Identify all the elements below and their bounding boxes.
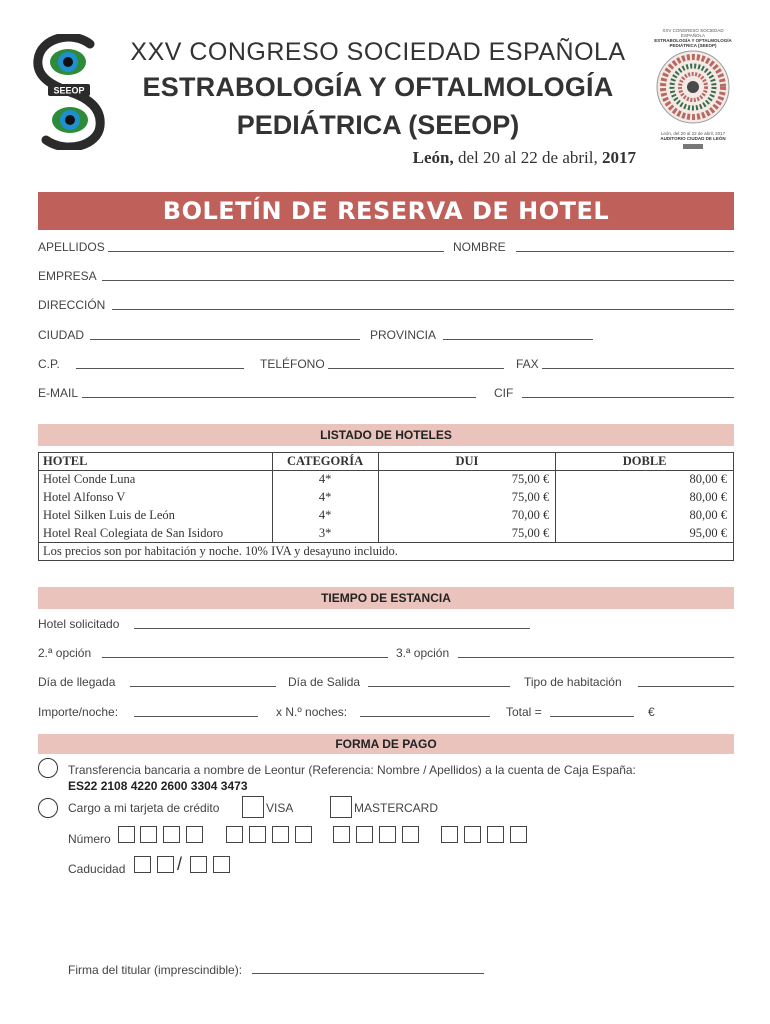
- logo-text: SEEOP: [53, 85, 85, 96]
- expiry-year-box[interactable]: [190, 856, 207, 873]
- congress-title-line3: PEDIÁTRICA (SEEOP): [236, 110, 520, 140]
- hotels-price-note: Los precios son por habitación y noche. 10% IVA y desayuno incluido.: [39, 543, 734, 561]
- hotels-header-row: [39, 453, 734, 471]
- card-digit-box[interactable]: [441, 826, 458, 843]
- email-label: E-MAIL: [38, 386, 79, 400]
- card-digit-box[interactable]: [510, 826, 527, 843]
- firma-label: Firma del titular (imprescindible):: [68, 963, 243, 977]
- hotel-name: Hotel Real Colegiata de San Isidoro: [39, 525, 273, 543]
- tipo-habitacion-label: Tipo de habitación: [524, 675, 622, 689]
- hotel-category: 3*: [272, 525, 378, 543]
- rose-window-icon: [652, 48, 734, 126]
- form-banner: BOLETÍN DE RESERVA DE HOTEL: [38, 192, 734, 230]
- hotel-name: Hotel Alfonso V: [39, 489, 273, 507]
- card-digit-box[interactable]: [272, 826, 289, 843]
- col-categoria: CATEGORÍA: [272, 453, 378, 471]
- telefono-field[interactable]: [328, 357, 504, 369]
- seal-line-1: XXV CONGRESO SOCIEDAD ESPAÑOLA: [662, 28, 724, 38]
- pago-section-header: FORMA DE PAGO: [38, 734, 734, 754]
- table-row: [39, 507, 734, 525]
- transferencia-label: Transferencia bancaria a nombre de Leontur (Referencia: Nombre / Apellidos) a la cuenta de Caja España:: [68, 763, 636, 777]
- nombre-label: NOMBRE: [453, 240, 506, 254]
- total-field[interactable]: [550, 705, 634, 717]
- card-digit-box[interactable]: [402, 826, 419, 843]
- col-dui: DUI: [378, 453, 556, 471]
- expiry-year-box[interactable]: [213, 856, 230, 873]
- opcion2-field[interactable]: [102, 646, 388, 658]
- n-noches-field[interactable]: [360, 705, 490, 717]
- visa-checkbox[interactable]: [242, 796, 264, 818]
- fax-label: FAX: [516, 357, 539, 371]
- col-doble: DOBLE: [556, 453, 734, 471]
- card-digit-box[interactable]: [186, 826, 203, 843]
- hotel-dui: 70,00 €: [378, 507, 556, 525]
- euro-symbol: €: [648, 705, 655, 719]
- hotel-category: 4*: [272, 471, 378, 489]
- hotel-doble: 95,00 €: [556, 525, 734, 543]
- dia-salida-label: Día de Salida: [288, 675, 361, 689]
- total-label: Total =: [506, 705, 542, 719]
- opcion2-label: 2.ª opción: [38, 646, 92, 660]
- col-hotel: HOTEL: [39, 453, 273, 471]
- hotel-dui: 75,00 €: [378, 471, 556, 489]
- direccion-field[interactable]: [112, 298, 734, 310]
- provincia-label: PROVINCIA: [370, 328, 437, 342]
- iban-text: ES22 2108 4220 2600 3304 3473: [68, 779, 248, 793]
- hotels-table: [38, 452, 734, 561]
- event-place-date: León, del 20 al 22 de abril, 2017: [412, 148, 636, 167]
- telefono-label: TELÉFONO: [260, 357, 325, 371]
- card-digit-box[interactable]: [163, 826, 180, 843]
- apellidos-field[interactable]: [108, 240, 444, 252]
- ciudad-label: CIUDAD: [38, 328, 85, 342]
- seal-line-2: ESTRABOLOGÍA Y OFTALMOLOGÍA: [654, 38, 732, 43]
- congress-seal: [652, 28, 734, 146]
- hotel-solicitado-label: Hotel solicitado: [38, 617, 120, 631]
- email-field[interactable]: [82, 386, 476, 398]
- seal-mark: [683, 144, 703, 149]
- cp-label: C.P.: [38, 357, 60, 371]
- expiry-month-box[interactable]: [134, 856, 151, 873]
- direccion-label: DIRECCIÓN: [38, 298, 106, 312]
- numero-label: Número: [68, 832, 111, 846]
- cif-label: CIF: [494, 386, 514, 400]
- table-row: [39, 489, 734, 507]
- hotel-doble: 80,00 €: [556, 507, 734, 525]
- row-opciones: [38, 646, 734, 664]
- row-hotel-solicitado: [38, 617, 734, 635]
- provincia-field[interactable]: [443, 328, 593, 340]
- caducidad-label: Caducidad: [68, 862, 126, 876]
- opcion3-field[interactable]: [458, 646, 734, 658]
- row-importe: [38, 705, 734, 723]
- seal-line-3: PEDIÁTRICA (SEEOP): [669, 43, 717, 48]
- visa-label: VISA: [266, 801, 294, 815]
- hotels-section-header: LISTADO DE HOTELES: [38, 424, 734, 446]
- seeop-logo: [32, 34, 106, 150]
- firma-field[interactable]: [252, 962, 484, 974]
- dia-llegada-field[interactable]: [130, 675, 276, 687]
- card-digit-box[interactable]: [356, 826, 373, 843]
- opcion3-label: 3.ª opción: [396, 646, 450, 660]
- card-digit-box[interactable]: [140, 826, 157, 843]
- seal-line-4: León, del 20 al 22 de abril, 2017: [660, 131, 726, 136]
- card-digit-box[interactable]: [249, 826, 266, 843]
- expiry-month-box[interactable]: [157, 856, 174, 873]
- hotel-name: Hotel Conde Luna: [39, 471, 273, 489]
- congress-title-line1: XXV CONGRESO SOCIEDAD ESPAÑOLA: [130, 38, 626, 66]
- hotel-doble: 80,00 €: [556, 471, 734, 489]
- card-digit-box[interactable]: [333, 826, 350, 843]
- dia-salida-field[interactable]: [368, 675, 510, 687]
- card-digit-box[interactable]: [379, 826, 396, 843]
- hotel-doble: 80,00 €: [556, 489, 734, 507]
- expiry-slash: /: [177, 854, 183, 874]
- hotel-dui: 75,00 €: [378, 489, 556, 507]
- hotel-category: 4*: [272, 507, 378, 525]
- empresa-field[interactable]: [102, 269, 734, 281]
- card-digit-box[interactable]: [487, 826, 504, 843]
- dia-llegada-label: Día de llegada: [38, 675, 116, 689]
- row-email-cif: [38, 386, 734, 404]
- nombre-field[interactable]: [516, 240, 734, 252]
- hotel-name: Hotel Silken Luis de León: [39, 507, 273, 525]
- n-noches-label: x N.º noches:: [276, 705, 348, 719]
- card-digit-box[interactable]: [464, 826, 481, 843]
- table-row: [39, 525, 734, 543]
- card-digit-box[interactable]: [295, 826, 312, 843]
- row-direccion: [38, 298, 734, 316]
- hotels-note-row: [39, 543, 734, 561]
- empresa-label: EMPRESA: [38, 269, 97, 283]
- tarjeta-label: Cargo a mi tarjeta de crédito: [68, 801, 220, 815]
- mastercard-label: MASTERCARD: [354, 801, 439, 815]
- apellidos-label: APELLIDOS: [38, 240, 105, 254]
- row-ciudad-provincia: [38, 328, 734, 346]
- cif-field[interactable]: [522, 386, 734, 398]
- importe-noche-field[interactable]: [134, 705, 258, 717]
- ciudad-field[interactable]: [90, 328, 360, 340]
- importe-noche-label: Importe/noche:: [38, 705, 119, 719]
- row-empresa: [38, 269, 734, 287]
- row-apellidos-nombre: [38, 240, 734, 258]
- congress-title-line2: ESTRABOLOGÍA Y OFTALMOLOGÍA: [142, 72, 614, 102]
- tipo-habitacion-field[interactable]: [638, 675, 734, 687]
- seal-line-5: AUDITORIO CIUDAD DE LEÓN: [660, 136, 726, 141]
- card-digit-box[interactable]: [118, 826, 135, 843]
- hotel-solicitado-field[interactable]: [134, 617, 530, 629]
- row-fechas: [38, 675, 734, 693]
- estancia-section-header: TIEMPO DE ESTANCIA: [38, 587, 734, 609]
- fax-field[interactable]: [542, 357, 734, 369]
- row-cp-telefono-fax: [38, 357, 734, 375]
- hotel-category: 4*: [272, 489, 378, 507]
- hotel-dui: 75,00 €: [378, 525, 556, 543]
- cp-field[interactable]: [76, 357, 244, 369]
- transferencia-radio[interactable]: [38, 758, 58, 778]
- mastercard-checkbox[interactable]: [330, 796, 352, 818]
- tarjeta-radio[interactable]: [38, 798, 58, 818]
- card-digit-box[interactable]: [226, 826, 243, 843]
- table-row: [39, 471, 734, 489]
